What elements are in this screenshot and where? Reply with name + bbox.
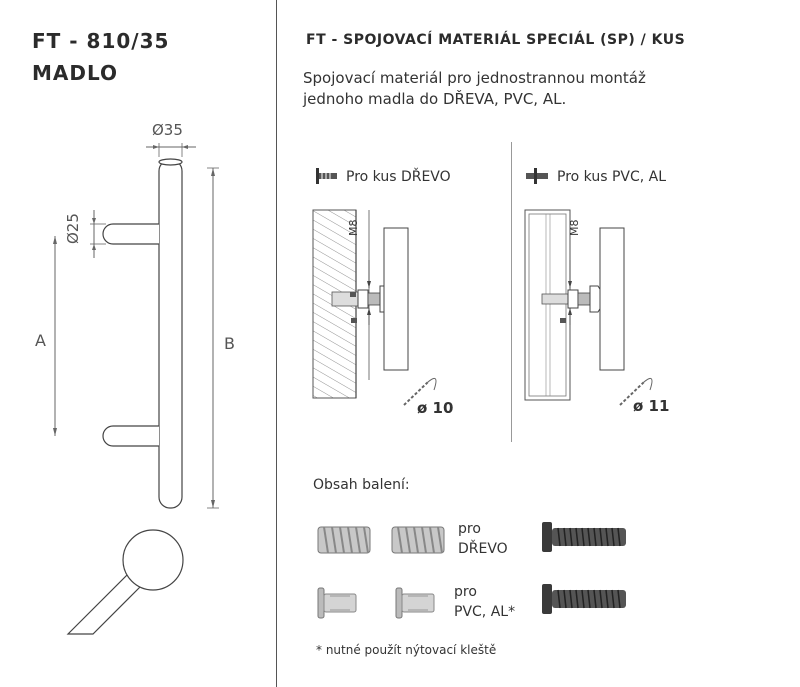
product-code: FT - 810/35 [32, 29, 170, 53]
wood-pack-line-2: DŘEVO [458, 541, 508, 557]
mount-wood-label: Pro kus DŘEVO [346, 169, 451, 185]
pvc-mount-drawing [520, 200, 680, 410]
screw-image-2 [540, 582, 630, 616]
rivet-nut-image [316, 584, 360, 622]
pvc-thread-label: M8 [568, 219, 581, 236]
screw-image [540, 520, 630, 554]
rivet-icon [524, 167, 552, 185]
mount-divider [511, 142, 512, 442]
rivet-nut-image-2 [394, 584, 438, 622]
mount-pvc-label: Pro kus PVC, AL [557, 169, 667, 185]
wood-pack-line-1: pro [458, 521, 481, 537]
footnote: * nutné použít nýtovací kleště [316, 643, 497, 657]
dim-diameter-leg: Ø25 [64, 213, 82, 244]
package-title: Obsah balení: [313, 477, 410, 493]
vertical-divider [276, 0, 277, 687]
pvc-pack-line-2: PVC, AL* [454, 604, 516, 620]
section-title: FT - SPOJOVACÍ MATERIÁL SPECIÁL (SP) / KUS [306, 32, 686, 48]
pvc-drill-label: ø 11 [633, 397, 670, 415]
pvc-pack-line-1: pro [454, 584, 477, 600]
description-line-2: jednoho madla do DŘEVA, PVC, AL. [303, 90, 567, 108]
wood-drill-label: ø 10 [417, 399, 454, 417]
wood-thread-label: M8 [347, 219, 360, 236]
dim-diameter-top: Ø35 [152, 121, 183, 139]
description-line-1: Spojovací materiál pro jednostrannou montáž [303, 69, 646, 87]
wood-mount-drawing [310, 200, 500, 410]
screw-icon [313, 167, 341, 185]
wood-insert-image-2 [388, 521, 448, 559]
dim-b-label: B [224, 334, 235, 353]
dim-a-label: A [35, 331, 46, 350]
wood-insert-image [314, 521, 374, 559]
product-name: MADLO [32, 61, 119, 85]
